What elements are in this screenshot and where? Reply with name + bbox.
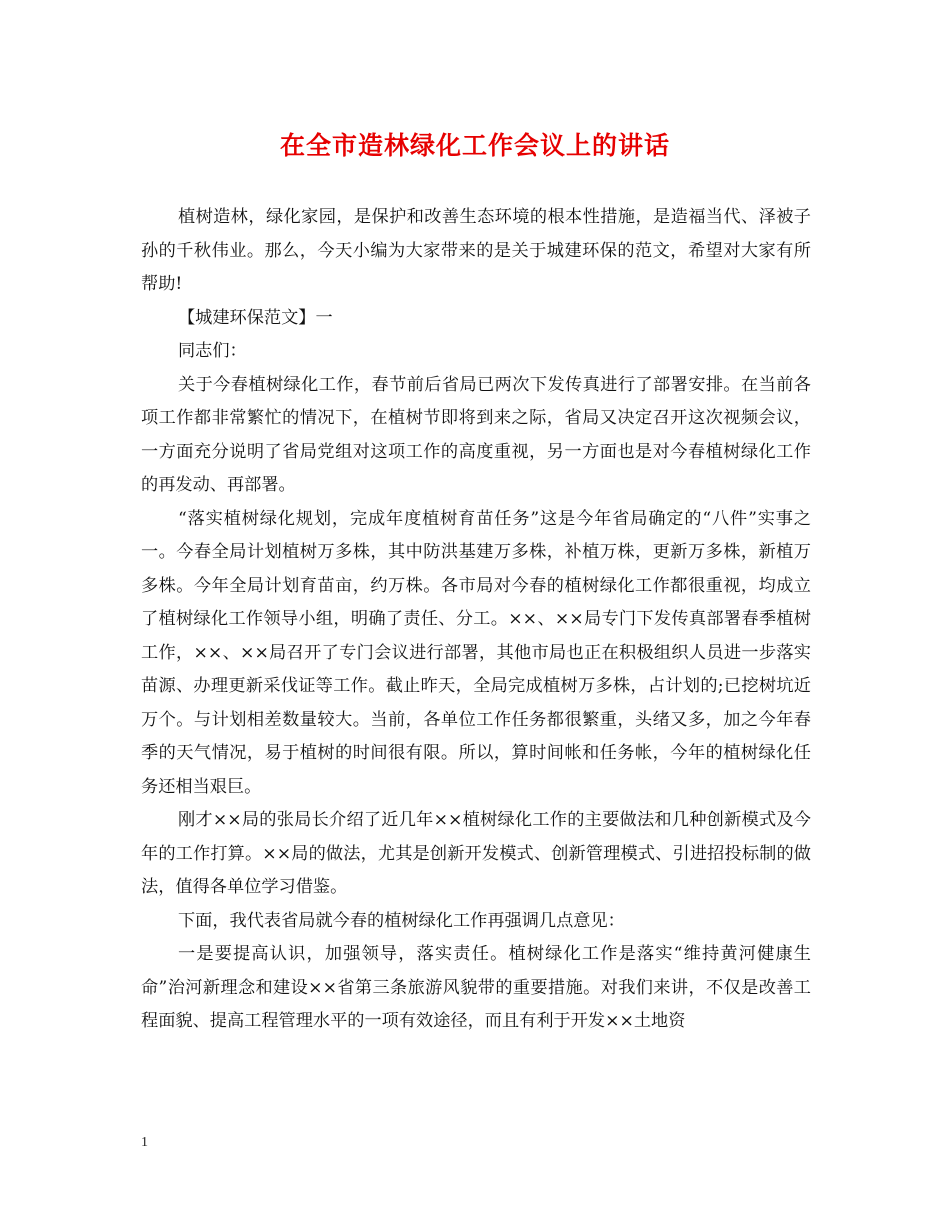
- paragraph-intro: 植树造林，绿化家园，是保护和改善生态环境的根本性措施，是造福当代、泽被子孙的千秋伟业。那么，今天小编为大家带来的是关于城建环保的范文，希望对大家有所帮助!: [141, 207, 811, 294]
- paragraph-body: 关于今春植树绿化工作，春节前后省局已两次下发传真进行了部署安排。在当前各项工作都非常繁忙的情况下，在植树节即将到来之际，省局又决定召开这次视频会议，一方面充分说明了省局党组对这项工作的高度重视，另一方面也是对今春植树绿化工作的再发动、再部署。: [141, 374, 811, 495]
- document-body: [141, 201, 811, 1039]
- paragraph-salutation: 同志们：: [177, 341, 247, 361]
- paragraph-section-heading: 【城建环保范文】一: [177, 307, 333, 328]
- paragraph-body: 下面，我代表省局就今春的植树绿化工作再强调几点意见：: [177, 910, 625, 931]
- paragraph-body: “落实植树绿化规划，完成年度植树育苗任务”这是今年省局确定的“八件”实事之一。今春全局计划植树万多株，其中防洪基建万多株，补植万株，更新万多株，新植万多株。今年全局计划育苗亩，约万株。各市局对今春的植树绿化工作都很重视，均成立了植树绿化工作领导小组，明确了责任、分工。××、××局专门下发传真部署春季植树工作，××、××局召开了专门会议进行部署，其他市局也正在积极组织人员进一步落实苗源、办理更新采伐证等工作。截止昨天，全局完成植树万多株，占计划的;已挖树坑近万个。与计划相差数量较大。当前，各单位工作任务都很繁重，头绪又多，加之今年春季的天气情况，易于植树的时间很有限。所以，算时间帐和任务帐，今年的植树绿化任务还相当艰巨。: [141, 508, 811, 797]
- document-title: 在全市造林绿化工作会议上的讲话: [279, 131, 670, 160]
- paragraph-body: 刚才××局的张局长介绍了近几年××植树绿化工作的主要做法和几种创新模式及今年的工作打算。××局的做法，尤其是创新开发模式、创新管理模式、引进招投标制的做法，值得各单位学习借鉴。: [141, 810, 811, 897]
- paragraph-body: 一是要提高认识，加强领导，落实责任。植树绿化工作是落实“维持黄河健康生命”治河新理念和建设××省第三条旅游风貌带的重要措施。对我们来讲，不仅是改善工程面貌、提高工程管理水平的一项有效途径，而且有利于开发××土地资: [141, 944, 811, 1031]
- page-number: 1: [141, 1135, 148, 1150]
